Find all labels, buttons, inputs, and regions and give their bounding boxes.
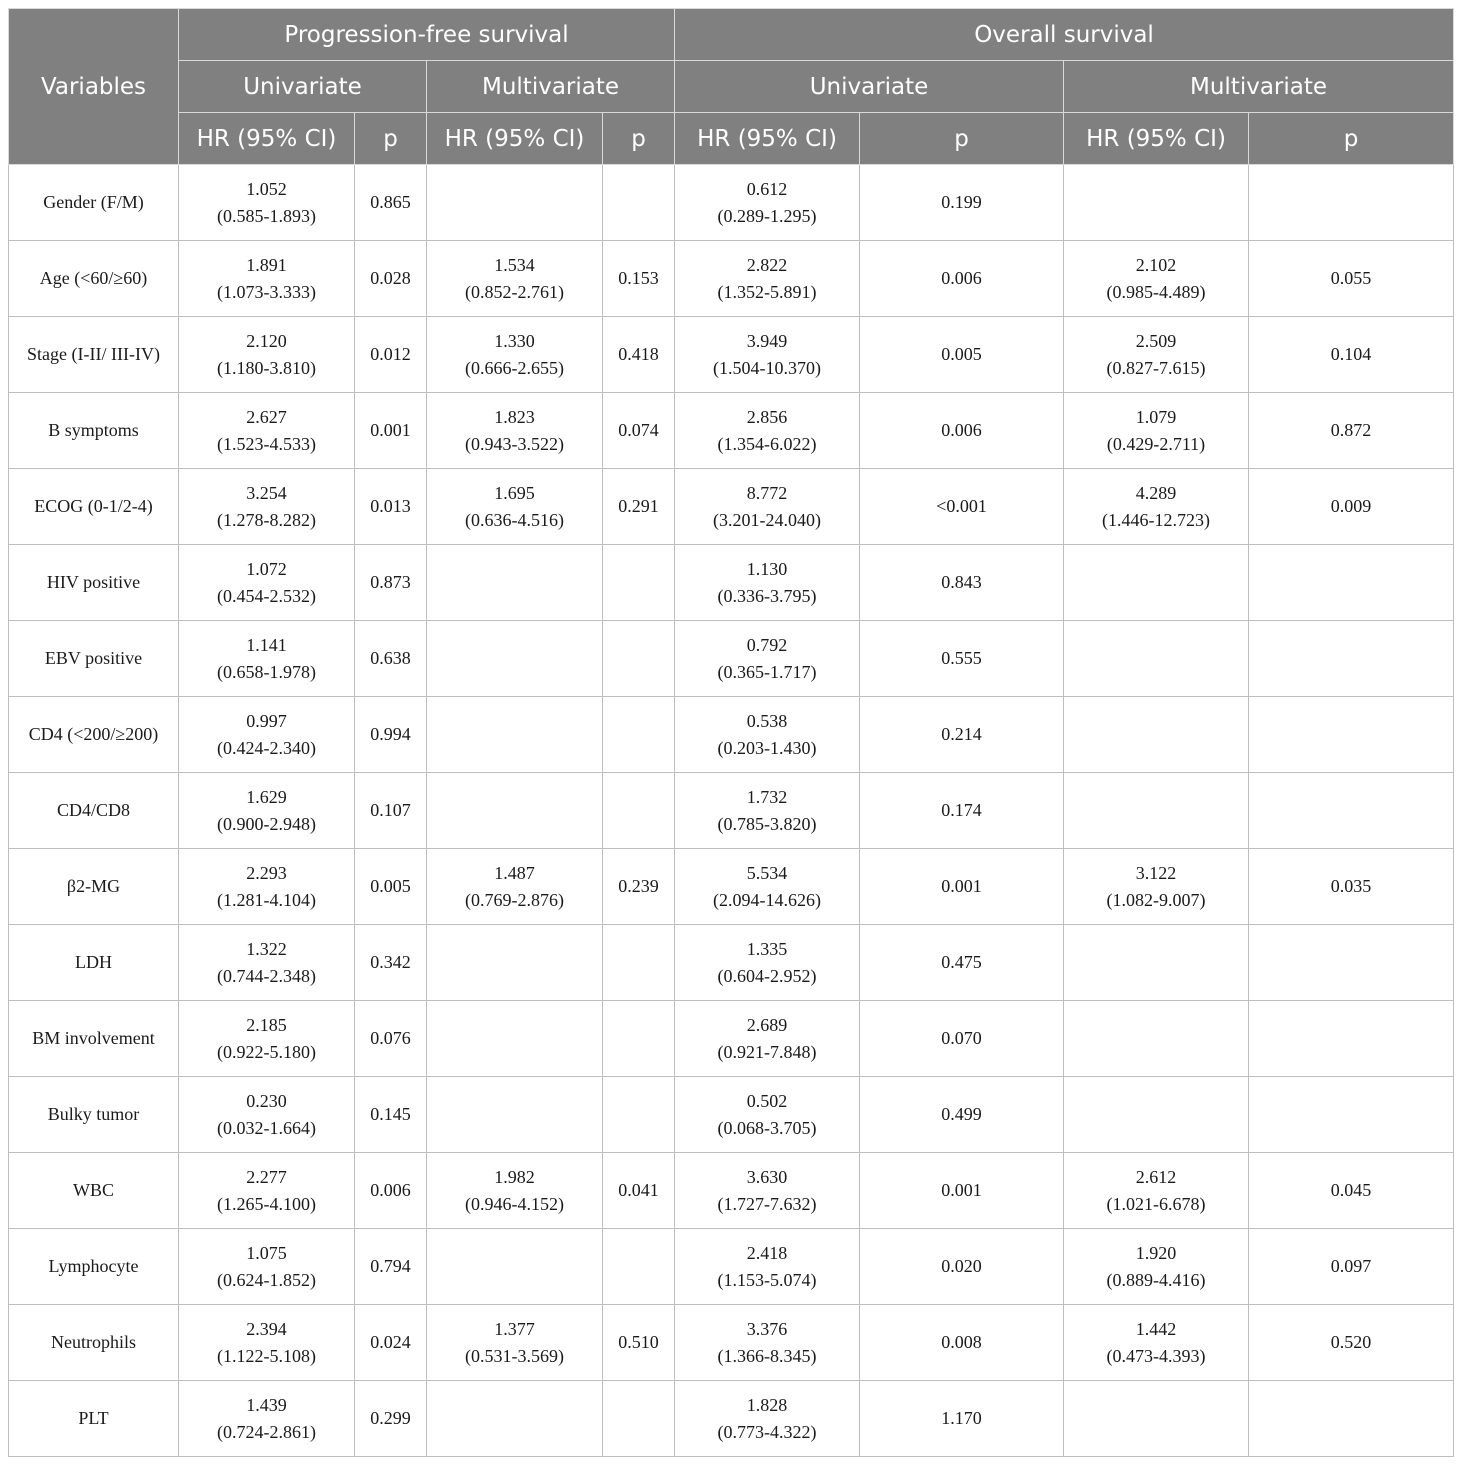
cell-os-uni-hr xyxy=(675,1381,860,1457)
cell-pfs-multi-p xyxy=(603,1001,675,1077)
cell-pfs-uni-p: 0.299 xyxy=(355,1381,427,1457)
cell-os-uni-p: 0.475 xyxy=(860,925,1064,1001)
cell-os-uni-hr xyxy=(675,1229,860,1305)
table-row xyxy=(9,1001,1454,1077)
ci-value: (2.094-14.626) xyxy=(713,889,821,910)
hr-value: 1.075 xyxy=(246,1242,287,1263)
cell-pfs-multi-p xyxy=(603,1381,675,1457)
cell-os-uni-hr xyxy=(675,925,860,1001)
cell-os-uni-p: 0.020 xyxy=(860,1229,1064,1305)
cell-os-uni-p: 0.001 xyxy=(860,849,1064,925)
cell-variable: Stage (I-II/ III-IV) xyxy=(9,317,179,393)
header-os-multi-hr: HR (95% CI) xyxy=(1064,113,1249,165)
cell-pfs-multi-hr xyxy=(427,1001,603,1077)
hr-value: 1.891 xyxy=(246,254,287,275)
cell-pfs-multi-p: 0.291 xyxy=(603,469,675,545)
hr-value: 2.418 xyxy=(746,1242,788,1263)
cell-pfs-uni-hr xyxy=(179,165,355,241)
hr-value: 2.627 xyxy=(246,406,287,427)
table-row xyxy=(9,1077,1454,1153)
hr-value: 1.052 xyxy=(246,178,287,199)
cell-pfs-uni-p: 0.865 xyxy=(355,165,427,241)
ci-value: (0.724-2.861) xyxy=(217,1421,316,1442)
cell-variable: Bulky tumor xyxy=(9,1077,179,1153)
cell-os-multi-hr xyxy=(1064,165,1249,241)
ci-value: (0.921-7.848) xyxy=(717,1041,817,1062)
table-row xyxy=(9,773,1454,849)
cell-pfs-multi-hr xyxy=(427,1077,603,1153)
cell-pfs-multi-p xyxy=(603,1077,675,1153)
cell-os-multi-p xyxy=(1249,697,1454,773)
hr-value: 2.509 xyxy=(1135,330,1177,351)
hr-value: 1.732 xyxy=(746,786,788,807)
header-os-univariate: Univariate xyxy=(675,61,1064,113)
cell-os-multi-p: 0.104 xyxy=(1249,317,1454,393)
cell-pfs-multi-hr xyxy=(427,241,603,317)
hr-value: 1.322 xyxy=(246,938,287,959)
ci-value: (1.504-10.370) xyxy=(713,357,821,378)
hr-value: 1.487 xyxy=(494,862,535,883)
cell-variable: PLT xyxy=(9,1381,179,1457)
cell-variable: CD4/CD8 xyxy=(9,773,179,849)
cell-pfs-uni-hr xyxy=(179,925,355,1001)
cell-variable: CD4 (<200/≥200) xyxy=(9,697,179,773)
cell-os-multi-hr xyxy=(1064,1001,1249,1077)
cell-os-multi-hr xyxy=(1064,393,1249,469)
hr-value: 0.612 xyxy=(746,178,788,199)
table-row xyxy=(9,849,1454,925)
table-container xyxy=(8,8,1453,1457)
cell-os-uni-hr xyxy=(675,773,860,849)
cell-os-uni-p: 0.070 xyxy=(860,1001,1064,1077)
ci-value: (0.585-1.893) xyxy=(217,205,316,226)
ci-value: (1.021-6.678) xyxy=(1106,1193,1206,1214)
cell-pfs-multi-hr xyxy=(427,1229,603,1305)
cell-pfs-uni-hr xyxy=(179,621,355,697)
ci-value: (3.201-24.040) xyxy=(713,509,821,530)
cell-pfs-multi-p xyxy=(603,925,675,1001)
ci-value: (0.289-1.295) xyxy=(717,205,817,226)
header-row-2 xyxy=(9,61,1454,113)
cell-os-multi-hr xyxy=(1064,697,1249,773)
table-row xyxy=(9,925,1454,1001)
cell-pfs-multi-p: 0.239 xyxy=(603,849,675,925)
hr-value: 0.230 xyxy=(246,1090,287,1111)
cell-os-multi-p: 0.520 xyxy=(1249,1305,1454,1381)
hr-value: 2.277 xyxy=(246,1166,287,1187)
hr-value: 1.130 xyxy=(746,558,788,579)
hr-value: 2.822 xyxy=(746,254,788,275)
cell-pfs-multi-hr xyxy=(427,773,603,849)
cell-pfs-uni-p: 0.145 xyxy=(355,1077,427,1153)
cell-pfs-uni-p: 0.794 xyxy=(355,1229,427,1305)
hr-value: 1.920 xyxy=(1135,1242,1177,1263)
table-row xyxy=(9,1229,1454,1305)
cell-os-multi-p: 0.009 xyxy=(1249,469,1454,545)
table-row xyxy=(9,1153,1454,1229)
cell-os-multi-p xyxy=(1249,545,1454,621)
hr-value: 1.377 xyxy=(494,1318,535,1339)
cell-pfs-uni-p: 0.028 xyxy=(355,241,427,317)
cell-pfs-uni-hr xyxy=(179,1305,355,1381)
ci-value: (0.773-4.322) xyxy=(717,1421,817,1442)
ci-value: (1.352-5.891) xyxy=(717,281,817,302)
cell-os-multi-p xyxy=(1249,621,1454,697)
header-pfs-univariate: Univariate xyxy=(179,61,427,113)
ci-value: (0.658-1.978) xyxy=(217,661,316,682)
cell-os-multi-p: 0.872 xyxy=(1249,393,1454,469)
hr-value: 3.949 xyxy=(746,330,788,351)
cell-pfs-multi-p: 0.418 xyxy=(603,317,675,393)
cell-os-multi-p xyxy=(1249,1077,1454,1153)
ci-value: (0.943-3.522) xyxy=(465,433,564,454)
cell-os-uni-p: 0.001 xyxy=(860,1153,1064,1229)
hr-value: 1.442 xyxy=(1135,1318,1177,1339)
cell-variable: Neutrophils xyxy=(9,1305,179,1381)
hr-value: 1.079 xyxy=(1135,406,1177,427)
cell-pfs-multi-hr xyxy=(427,849,603,925)
cell-os-uni-p: <0.001 xyxy=(860,469,1064,545)
header-os-multi-p: p xyxy=(1249,113,1454,165)
cell-os-uni-hr xyxy=(675,1153,860,1229)
cell-variable: β2-MG xyxy=(9,849,179,925)
table-row xyxy=(9,317,1454,393)
table-row xyxy=(9,1305,1454,1381)
cell-os-multi-hr xyxy=(1064,469,1249,545)
cell-variable: Lymphocyte xyxy=(9,1229,179,1305)
cell-variable: BM involvement xyxy=(9,1001,179,1077)
cell-pfs-uni-p: 0.994 xyxy=(355,697,427,773)
cell-os-uni-p: 0.006 xyxy=(860,241,1064,317)
ci-value: (0.454-2.532) xyxy=(217,585,316,606)
cell-os-uni-hr xyxy=(675,1077,860,1153)
header-pfs-multivariate: Multivariate xyxy=(427,61,675,113)
ci-value: (0.744-2.348) xyxy=(217,965,316,986)
cell-os-uni-p: 0.199 xyxy=(860,165,1064,241)
ci-value: (1.281-4.104) xyxy=(217,889,316,910)
cell-os-uni-hr xyxy=(675,469,860,545)
cell-pfs-multi-hr xyxy=(427,1381,603,1457)
header-pfs-uni-p: p xyxy=(355,113,427,165)
ci-value: (0.889-4.416) xyxy=(1106,1269,1206,1290)
ci-value: (0.636-4.516) xyxy=(465,509,564,530)
cell-os-uni-p: 0.843 xyxy=(860,545,1064,621)
cell-pfs-uni-hr xyxy=(179,1381,355,1457)
hr-value: 2.612 xyxy=(1135,1166,1177,1187)
hr-value: 3.122 xyxy=(1135,862,1177,883)
hr-value: 4.289 xyxy=(1135,482,1177,503)
hr-value: 3.254 xyxy=(246,482,287,503)
cell-os-multi-hr xyxy=(1064,925,1249,1001)
cell-pfs-multi-p xyxy=(603,545,675,621)
hr-value: 3.376 xyxy=(746,1318,788,1339)
ci-value: (1.278-8.282) xyxy=(217,509,316,530)
ci-value: (0.531-3.569) xyxy=(465,1345,564,1366)
cell-variable: ECOG (0-1/2-4) xyxy=(9,469,179,545)
hr-value: 1.439 xyxy=(246,1394,287,1415)
cell-os-uni-p: 0.174 xyxy=(860,773,1064,849)
cell-os-uni-hr xyxy=(675,317,860,393)
cell-pfs-uni-hr xyxy=(179,1229,355,1305)
header-variables: Variables xyxy=(9,9,179,165)
ci-value: (0.203-1.430) xyxy=(717,737,817,758)
cell-os-multi-p: 0.035 xyxy=(1249,849,1454,925)
cell-os-multi-hr xyxy=(1064,1077,1249,1153)
ci-value: (0.900-2.948) xyxy=(217,813,316,834)
header-os-multivariate: Multivariate xyxy=(1064,61,1454,113)
cell-pfs-uni-hr xyxy=(179,545,355,621)
cell-pfs-multi-hr xyxy=(427,469,603,545)
ci-value: (1.082-9.007) xyxy=(1106,889,1206,910)
header-pfs-multi-p: p xyxy=(603,113,675,165)
table-row xyxy=(9,165,1454,241)
header-os: Overall survival xyxy=(675,9,1454,61)
cell-pfs-uni-hr xyxy=(179,1001,355,1077)
cell-os-uni-p: 0.005 xyxy=(860,317,1064,393)
cell-pfs-multi-p xyxy=(603,697,675,773)
ci-value: (0.604-2.952) xyxy=(717,965,817,986)
hr-value: 3.630 xyxy=(746,1166,788,1187)
cell-os-uni-hr xyxy=(675,621,860,697)
cell-pfs-multi-hr xyxy=(427,317,603,393)
cell-os-multi-hr xyxy=(1064,621,1249,697)
ci-value: (0.365-1.717) xyxy=(717,661,817,682)
cell-os-multi-p: 0.045 xyxy=(1249,1153,1454,1229)
ci-value: (1.180-3.810) xyxy=(217,357,316,378)
cell-pfs-multi-hr xyxy=(427,393,603,469)
cell-os-uni-hr xyxy=(675,545,860,621)
ci-value: (0.032-1.664) xyxy=(217,1117,316,1138)
cell-pfs-uni-hr xyxy=(179,697,355,773)
cell-pfs-uni-p: 0.005 xyxy=(355,849,427,925)
cell-pfs-uni-hr xyxy=(179,393,355,469)
cell-os-uni-p: 0.214 xyxy=(860,697,1064,773)
header-pfs: Progression-free survival xyxy=(179,9,675,61)
header-row-1 xyxy=(9,9,1454,61)
hr-value: 1.330 xyxy=(494,330,535,351)
ci-value: (0.827-7.615) xyxy=(1106,357,1206,378)
cell-os-uni-p: 1.170 xyxy=(860,1381,1064,1457)
cell-os-uni-hr xyxy=(675,165,860,241)
cell-pfs-uni-p: 0.013 xyxy=(355,469,427,545)
ci-value: (0.922-5.180) xyxy=(217,1041,316,1062)
cell-variable: EBV positive xyxy=(9,621,179,697)
table-body xyxy=(9,165,1454,1457)
cell-pfs-uni-hr xyxy=(179,773,355,849)
ci-value: (1.122-5.108) xyxy=(217,1345,316,1366)
cell-os-multi-p xyxy=(1249,773,1454,849)
header-pfs-uni-hr: HR (95% CI) xyxy=(179,113,355,165)
cell-pfs-uni-p: 0.107 xyxy=(355,773,427,849)
table-row xyxy=(9,697,1454,773)
cell-variable: HIV positive xyxy=(9,545,179,621)
cell-pfs-uni-p: 0.001 xyxy=(355,393,427,469)
cell-os-uni-hr xyxy=(675,849,860,925)
hr-value: 0.538 xyxy=(746,710,788,731)
ci-value: (0.624-1.852) xyxy=(217,1269,316,1290)
table-row xyxy=(9,621,1454,697)
hr-value: 1.629 xyxy=(246,786,287,807)
hr-value: 1.828 xyxy=(746,1394,788,1415)
cell-variable: Gender (F/M) xyxy=(9,165,179,241)
cell-pfs-multi-p: 0.041 xyxy=(603,1153,675,1229)
hr-value: 1.335 xyxy=(746,938,788,959)
header-os-uni-hr: HR (95% CI) xyxy=(675,113,860,165)
cell-os-multi-hr xyxy=(1064,849,1249,925)
cell-pfs-uni-hr xyxy=(179,1077,355,1153)
ci-value: (0.424-2.340) xyxy=(217,737,316,758)
hr-value: 1.072 xyxy=(246,558,287,579)
cell-pfs-multi-hr xyxy=(427,925,603,1001)
cell-pfs-multi-p: 0.074 xyxy=(603,393,675,469)
cell-pfs-uni-p: 0.342 xyxy=(355,925,427,1001)
ci-value: (1.153-5.074) xyxy=(717,1269,817,1290)
ci-value: (0.068-3.705) xyxy=(717,1117,817,1138)
header-row-3 xyxy=(9,113,1454,165)
cell-os-multi-p xyxy=(1249,1001,1454,1077)
ci-value: (1.727-7.632) xyxy=(717,1193,817,1214)
table-row xyxy=(9,545,1454,621)
cell-pfs-uni-hr xyxy=(179,317,355,393)
hr-value: 2.394 xyxy=(246,1318,287,1339)
ci-value: (0.473-4.393) xyxy=(1106,1345,1206,1366)
hr-value: 2.185 xyxy=(246,1014,287,1035)
cell-os-multi-hr xyxy=(1064,317,1249,393)
ci-value: (1.366-8.345) xyxy=(717,1345,817,1366)
ci-value: (1.265-4.100) xyxy=(217,1193,316,1214)
table-row xyxy=(9,241,1454,317)
cell-os-uni-hr xyxy=(675,697,860,773)
cell-pfs-uni-hr xyxy=(179,1153,355,1229)
hr-value: 2.120 xyxy=(246,330,287,351)
ci-value: (0.852-2.761) xyxy=(465,281,564,302)
cell-pfs-multi-p xyxy=(603,773,675,849)
cell-pfs-multi-hr xyxy=(427,1153,603,1229)
hr-value: 8.772 xyxy=(746,482,788,503)
cell-pfs-multi-p: 0.153 xyxy=(603,241,675,317)
survival-analysis-table xyxy=(8,8,1454,1457)
table-header xyxy=(9,9,1454,165)
cell-pfs-uni-p: 0.638 xyxy=(355,621,427,697)
cell-pfs-multi-p: 0.510 xyxy=(603,1305,675,1381)
cell-pfs-multi-hr xyxy=(427,1305,603,1381)
cell-os-multi-p: 0.055 xyxy=(1249,241,1454,317)
ci-value: (0.985-4.489) xyxy=(1106,281,1206,302)
cell-pfs-uni-hr xyxy=(179,241,355,317)
cell-os-uni-p: 0.006 xyxy=(860,393,1064,469)
cell-os-uni-hr xyxy=(675,1305,860,1381)
cell-variable: WBC xyxy=(9,1153,179,1229)
hr-value: 1.695 xyxy=(494,482,535,503)
cell-os-uni-p: 0.555 xyxy=(860,621,1064,697)
header-pfs-multi-hr: HR (95% CI) xyxy=(427,113,603,165)
cell-os-uni-p: 0.008 xyxy=(860,1305,1064,1381)
cell-os-multi-hr xyxy=(1064,773,1249,849)
ci-value: (1.354-6.022) xyxy=(717,433,817,454)
hr-value: 0.997 xyxy=(246,710,287,731)
ci-value: (0.946-4.152) xyxy=(465,1193,564,1214)
cell-variable: Age (<60/≥60) xyxy=(9,241,179,317)
hr-value: 2.102 xyxy=(1135,254,1177,275)
table-row xyxy=(9,1381,1454,1457)
hr-value: 2.293 xyxy=(246,862,287,883)
hr-value: 1.823 xyxy=(494,406,535,427)
cell-os-uni-p: 0.499 xyxy=(860,1077,1064,1153)
cell-os-uni-hr xyxy=(675,393,860,469)
cell-os-multi-hr xyxy=(1064,1305,1249,1381)
cell-os-multi-p xyxy=(1249,1381,1454,1457)
cell-pfs-multi-p xyxy=(603,1229,675,1305)
cell-variable: LDH xyxy=(9,925,179,1001)
cell-pfs-multi-p xyxy=(603,165,675,241)
cell-pfs-uni-p: 0.873 xyxy=(355,545,427,621)
cell-os-multi-p xyxy=(1249,925,1454,1001)
cell-pfs-uni-p: 0.024 xyxy=(355,1305,427,1381)
cell-os-uni-hr xyxy=(675,1001,860,1077)
hr-value: 0.792 xyxy=(746,634,788,655)
cell-pfs-multi-p xyxy=(603,621,675,697)
hr-value: 0.502 xyxy=(746,1090,788,1111)
cell-os-multi-p xyxy=(1249,165,1454,241)
cell-pfs-uni-p: 0.012 xyxy=(355,317,427,393)
hr-value: 2.689 xyxy=(746,1014,788,1035)
hr-value: 2.856 xyxy=(746,406,788,427)
cell-os-multi-hr xyxy=(1064,241,1249,317)
ci-value: (0.769-2.876) xyxy=(465,889,564,910)
cell-pfs-multi-hr xyxy=(427,621,603,697)
cell-pfs-multi-hr xyxy=(427,697,603,773)
ci-value: (0.785-3.820) xyxy=(717,813,817,834)
cell-pfs-uni-hr xyxy=(179,469,355,545)
cell-pfs-uni-hr xyxy=(179,849,355,925)
ci-value: (0.429-2.711) xyxy=(1106,433,1206,454)
cell-os-multi-hr xyxy=(1064,1381,1249,1457)
cell-pfs-multi-hr xyxy=(427,165,603,241)
cell-pfs-uni-p: 0.076 xyxy=(355,1001,427,1077)
cell-os-uni-hr xyxy=(675,241,860,317)
cell-variable: B symptoms xyxy=(9,393,179,469)
hr-value: 1.141 xyxy=(246,634,287,655)
ci-value: (0.666-2.655) xyxy=(465,357,564,378)
ci-value: (0.336-3.795) xyxy=(717,585,817,606)
ci-value: (1.446-12.723) xyxy=(1102,509,1210,530)
hr-value: 1.982 xyxy=(494,1166,535,1187)
cell-os-multi-hr xyxy=(1064,545,1249,621)
header-os-uni-p: p xyxy=(860,113,1064,165)
table-row xyxy=(9,469,1454,545)
cell-os-multi-hr xyxy=(1064,1229,1249,1305)
cell-os-multi-hr xyxy=(1064,1153,1249,1229)
cell-pfs-multi-hr xyxy=(427,545,603,621)
hr-value: 1.534 xyxy=(494,254,535,275)
cell-os-multi-p: 0.097 xyxy=(1249,1229,1454,1305)
hr-value: 5.534 xyxy=(746,862,788,883)
table-row xyxy=(9,393,1454,469)
cell-pfs-uni-p: 0.006 xyxy=(355,1153,427,1229)
ci-value: (1.523-4.533) xyxy=(217,433,316,454)
ci-value: (1.073-3.333) xyxy=(217,281,316,302)
